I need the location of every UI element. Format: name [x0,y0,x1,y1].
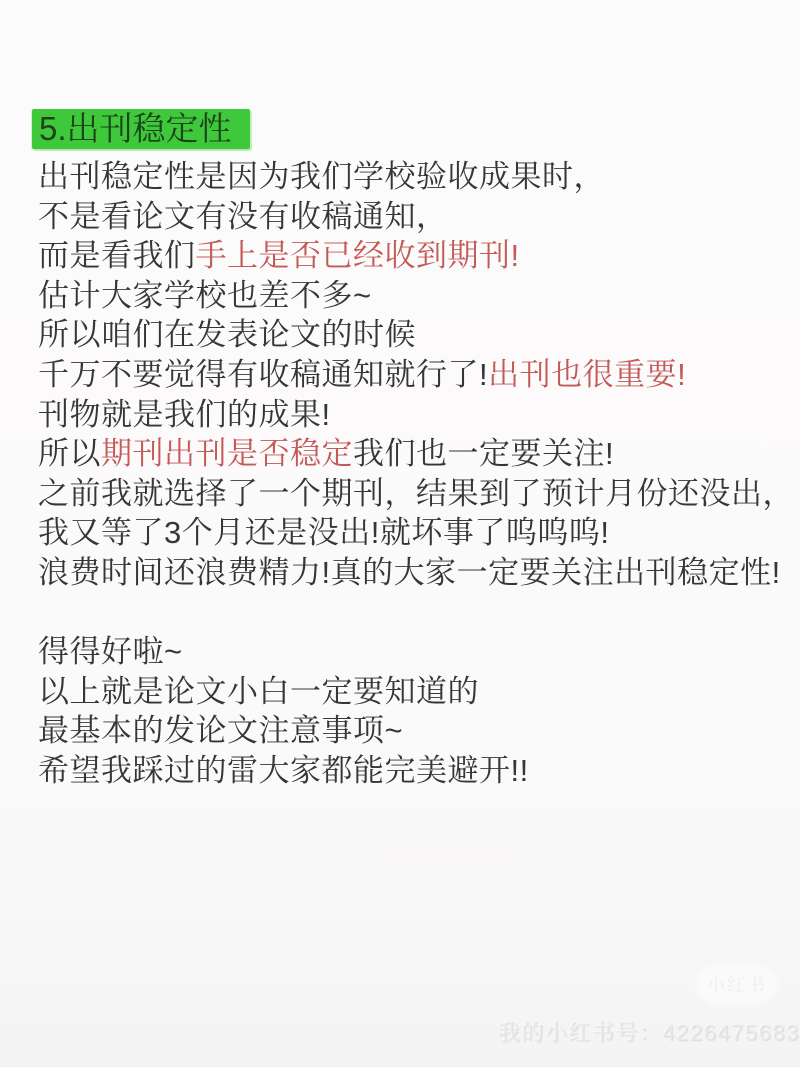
body-text: 出刊稳定性是因为我们学校验收成果时， [38,159,605,194]
text-line [38,553,794,593]
emphasis-text: 期刊出刊是否稳定 [101,436,353,472]
text-line [38,434,794,474]
watermark-account-id: 我的小红书号：4226475683 [498,1020,800,1045]
body-text: 所以咱们在发表论文的时候 [38,317,416,353]
body-text: 我又等了3个月还是没出!就坏事了呜呜呜! [38,515,610,551]
section-title [32,109,794,149]
body-text: 希望我踩过的雷大家都能完美避开!! [38,752,529,788]
text-line [38,672,794,712]
body-text: 而是看我们 [38,238,196,274]
text-line [38,197,794,237]
text-line [38,632,794,672]
text-line [38,276,794,316]
note-body [38,157,794,791]
note-content [38,109,794,791]
text-line [38,474,794,514]
body-text: 以上就是论文小白一定要知道的 [38,673,479,709]
body-text: 之前我就选择了一个期刊，结果到了预计月份还没出， [38,475,794,511]
body-text: 不是看论文有没有收稿通知， [38,198,448,234]
text-line [38,236,794,276]
text-line [38,513,794,553]
text-line [38,315,794,355]
text-line [38,751,794,791]
body-text: 得得好啦~ [38,634,183,670]
body-text: 估计大家学校也差不多~ [38,277,372,313]
text-line [38,711,794,751]
section-title-text: 5.出刊稳定性 [32,109,250,149]
text-line [38,157,794,197]
blank-line [38,593,794,633]
body-text: 最基本的发论文注意事项~ [38,713,404,749]
emphasis-text: 手上是否已经收到期刊! [195,238,520,274]
text-line [38,355,794,395]
body-text: 所以 [38,436,101,472]
body-text: 刊物就是我们的成果! [38,396,331,432]
emphasis-text: 出刊也很重要! [488,356,687,392]
body-text: 千万不要觉得有收稿通知就行了! [38,356,489,392]
body-text: 浪费时间还浪费精力!真的大家一定要关注出刊稳定性! [38,554,781,590]
xiaohongshu-logo-badge: 小红书 [698,967,776,1003]
body-text: 我们也一定要关注! [353,436,615,472]
text-line [38,395,794,435]
